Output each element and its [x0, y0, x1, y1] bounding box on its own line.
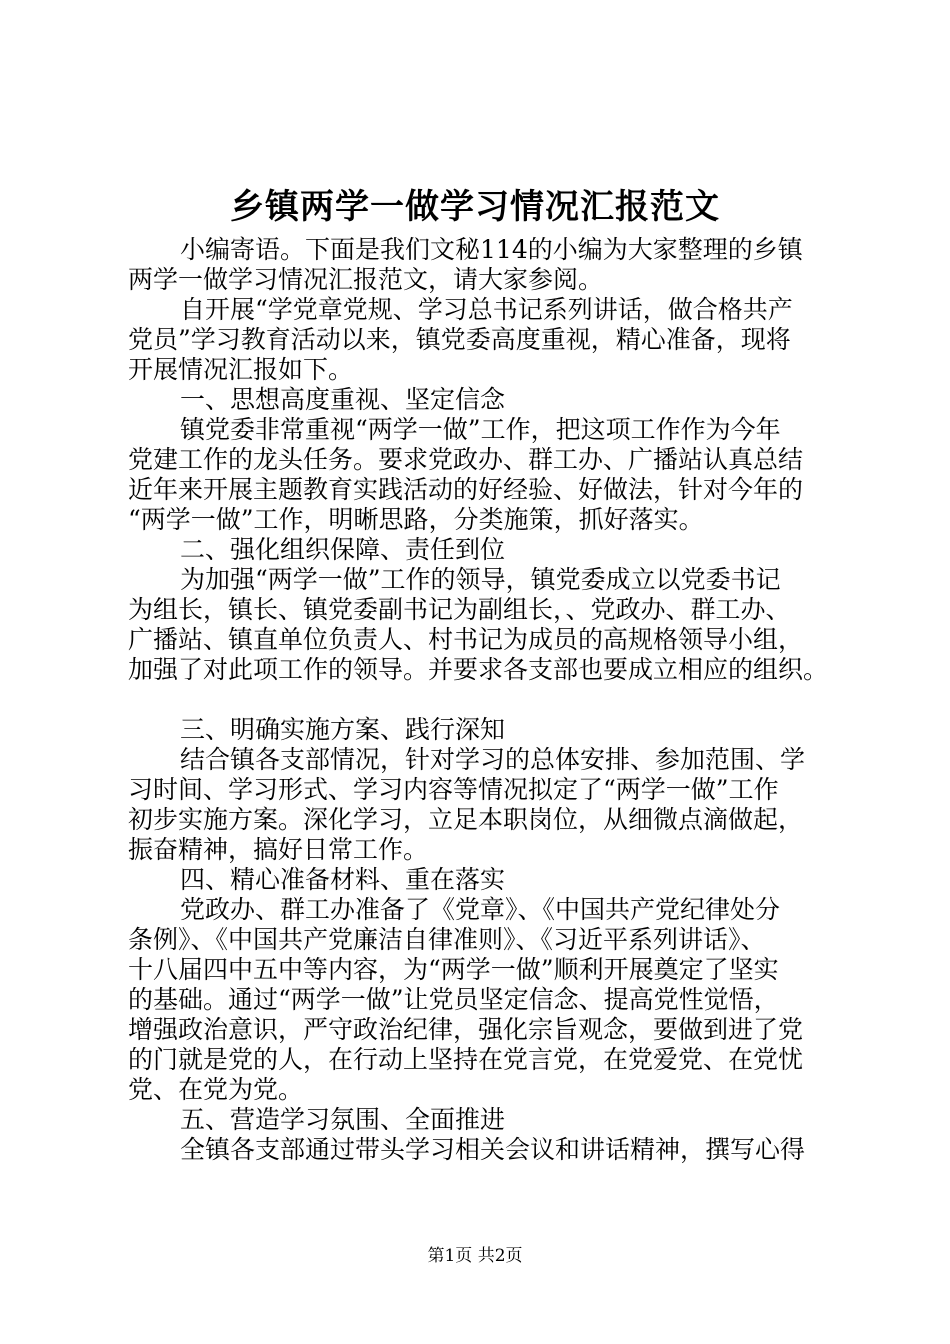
paragraph-line: 结合镇各支部情况，针对学习的总体安排、参加范围、学	[180, 745, 806, 774]
section-heading: 一、思想高度重视、坚定信念	[180, 385, 506, 414]
section-heading: 三、明确实施方案、践行深知	[180, 715, 506, 744]
paragraph-line: 全镇各支部通过带头学习相关会议和讲话精神，撰写心得	[180, 1135, 806, 1164]
paragraph-line: 为组长，镇长、镇党委副书记为副组长，、党政办、群工办、	[128, 595, 791, 624]
paragraph-line: 初步实施方案。深化学习，立足本职岗位，从细微点滴做起，	[128, 805, 804, 834]
paragraph-line: 党、在党为党。	[128, 1075, 304, 1104]
section-heading: 二、强化组织保障、责任到位	[180, 535, 506, 564]
paragraph-line: 小编寄语。下面是我们文秘114的小编为大家整理的乡镇	[180, 235, 803, 264]
paragraph-line: 增强政治意识，严守政治纪律，强化宗旨观念，要做到进了党	[128, 1015, 804, 1044]
paragraph-line: “两学一做”工作，明晰思路，分类施策，抓好落实。	[128, 505, 704, 534]
paragraph-line: 习时间、学习形式、学习内容等情况拟定了“两学一做”工作	[128, 775, 779, 804]
paragraph-line: 的门就是党的人，在行动上坚持在党言党，在党爱党、在党忧	[128, 1045, 804, 1074]
paragraph-line: 振奋精神，搞好日常工作。	[128, 835, 429, 864]
section-heading: 四、精心准备材料、重在落实	[180, 865, 506, 894]
paragraph-line: 为加强“两学一做”工作的领导，镇党委成立以党委书记	[180, 565, 781, 594]
paragraph-line: 加强了对此项工作的领导。并要求各支部也要成立相应的组织。	[128, 655, 829, 684]
paragraph-line: 的基础。通过“两学一做”让党员坚定信念、提高党性觉悟，	[128, 985, 779, 1014]
paragraph-line: 两学一做学习情况汇报范文，请大家参阅。	[128, 265, 604, 294]
document-title: 乡镇两学一做学习情况汇报范文	[230, 187, 720, 227]
paragraph-line: 党员”学习教育活动以来，镇党委高度重视，精心准备，现将	[128, 325, 791, 354]
page-footer: 第1页 共2页	[427, 1246, 523, 1266]
paragraph-line: 开展情况汇报如下。	[128, 355, 354, 384]
paragraph-line: 镇党委非常重视“两学一做”工作，把这项工作作为今年	[180, 415, 781, 444]
paragraph-line: 条例》、《中国共产党廉洁自律准则》、《习近平系列讲话》、	[128, 925, 766, 954]
paragraph-line: 十八届四中五中等内容，为“两学一做”顺利开展奠定了坚实	[128, 955, 779, 984]
paragraph-line: 党政办、群工办准备了《党章》、《中国共产党纪律处分	[180, 895, 781, 924]
paragraph-line: 广播站、镇直单位负责人、村书记为成员的高规格领导小组，	[128, 625, 804, 654]
paragraph-line: 自开展“学党章党规、学习总书记系列讲话，做合格共产	[180, 295, 793, 324]
section-heading: 五、营造学习氛围、全面推进	[180, 1105, 506, 1134]
blank-line	[128, 685, 832, 715]
paragraph-line: 党建工作的龙头任务。要求党政办、群工办、广播站认真总结	[128, 445, 804, 474]
paragraph-line: 近年来开展主题教育实践活动的好经验、好做法，针对今年的	[128, 475, 804, 504]
document-body	[128, 235, 832, 1165]
